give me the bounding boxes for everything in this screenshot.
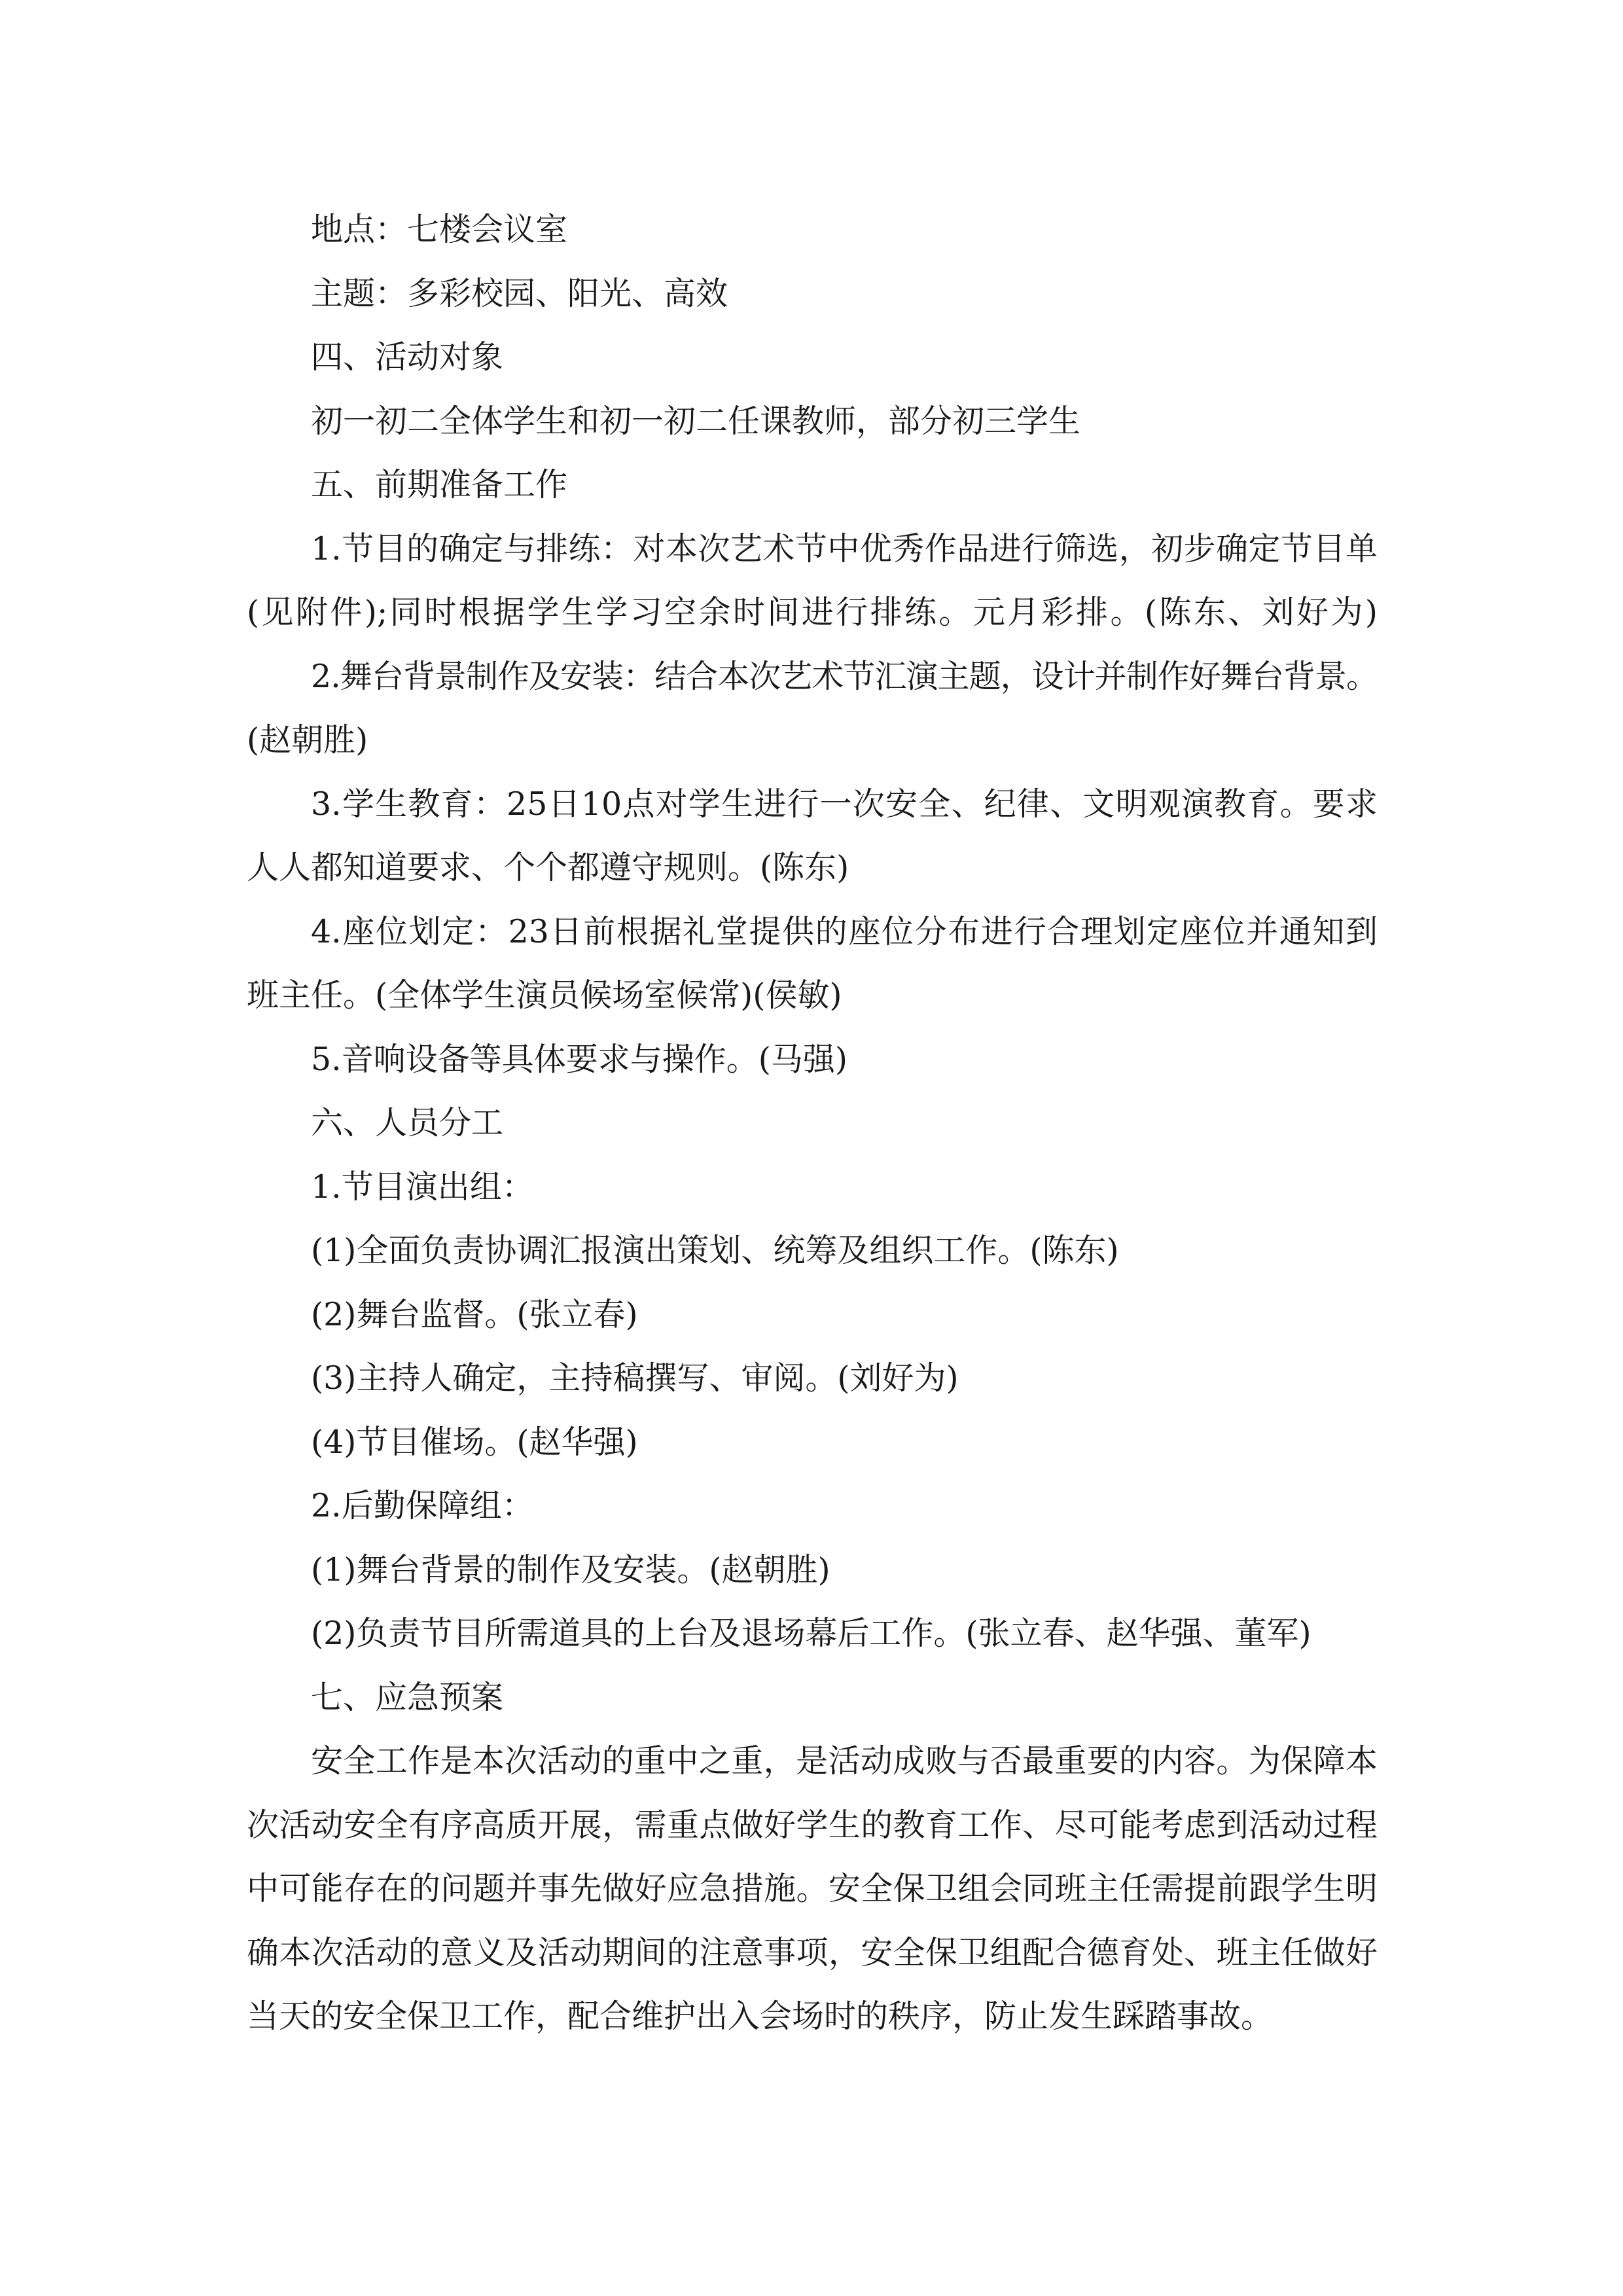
- text-line: 六、人员分工: [311, 1104, 504, 1141]
- text-line: (1)全面负责协调汇报演出策划、统筹及组织工作。(陈东): [311, 1232, 1119, 1269]
- document-body: [247, 198, 1378, 2049]
- text-line: 初一初二全体学生和初一初二任课教师，部分初三学生: [311, 402, 1081, 440]
- text-line: 4.座位划定：23日前根据礼堂提供的座位分布进行合理划定座位并通知到: [311, 912, 1378, 950]
- text-line: 人人都知道要求、个个都遵守规则。(陈东): [247, 849, 849, 886]
- text-line: (赵朝胜): [247, 721, 368, 759]
- text-line: 2.后勤保障组：: [311, 1487, 534, 1524]
- text-line: (见附件);同时根据学生学习空余时间进行排练。元月彩排。(陈东、刘好为): [247, 594, 1378, 631]
- text-line: (2)负责节目所需道具的上台及退场幕后工作。(张立春、赵华强、董军): [311, 1615, 1311, 1652]
- text-line: 确本次活动的意义及活动期间的注意事项，安全保卫组配合德育处、班主任做好: [247, 1933, 1378, 1971]
- text-line: 5.音响设备等具体要求与操作。(马强): [311, 1040, 847, 1078]
- text-line: 2.舞台背景制作及安装：结合本次艺术节汇演主题，设计并制作好舞台背景。: [311, 657, 1378, 695]
- text-line: 安全工作是本次活动的重中之重，是活动成败与否最重要的内容。为保障本: [311, 1742, 1378, 1780]
- text-line: 1.节目演出组：: [311, 1168, 534, 1206]
- text-line: (4)节目催场。(赵华强): [311, 1423, 638, 1461]
- text-line: 主题：多彩校园、阳光、高效: [311, 274, 728, 312]
- text-line: 3.学生教育：25日10点对学生进行一次安全、纪律、文明观演教育。要求: [311, 785, 1378, 823]
- text-line: 四、活动对象: [311, 338, 504, 376]
- text-line: (1)舞台背景的制作及安装。(赵朝胜): [311, 1551, 830, 1588]
- text-line: (3)主持人确定，主持稿撰写、审阅。(刘好为): [311, 1359, 959, 1397]
- text-line: 七、应急预案: [311, 1678, 504, 1716]
- text-line: 班主任。(全体学生演员候场室候常)(侯敏): [247, 977, 842, 1014]
- text-line: (2)舞台监督。(张立春): [311, 1295, 638, 1333]
- text-line: 1.节目的确定与排练：对本次艺术节中优秀作品进行筛选，初步确定节目单: [311, 529, 1378, 567]
- text-line: 五、前期准备工作: [311, 466, 568, 503]
- text-line: 次活动安全有序高质开展，需重点做好学生的教育工作、尽可能考虑到活动过程: [247, 1806, 1378, 1844]
- text-line: 中可能存在的问题并事先做好应急措施。安全保卫组会同班主任需提前跟学生明: [247, 1870, 1378, 1907]
- text-line: 当天的安全保卫工作，配合维护出入会场时的秩序，防止发生踩踏事故。: [247, 1998, 1274, 2035]
- text-line: 地点：七楼会议室: [311, 211, 568, 248]
